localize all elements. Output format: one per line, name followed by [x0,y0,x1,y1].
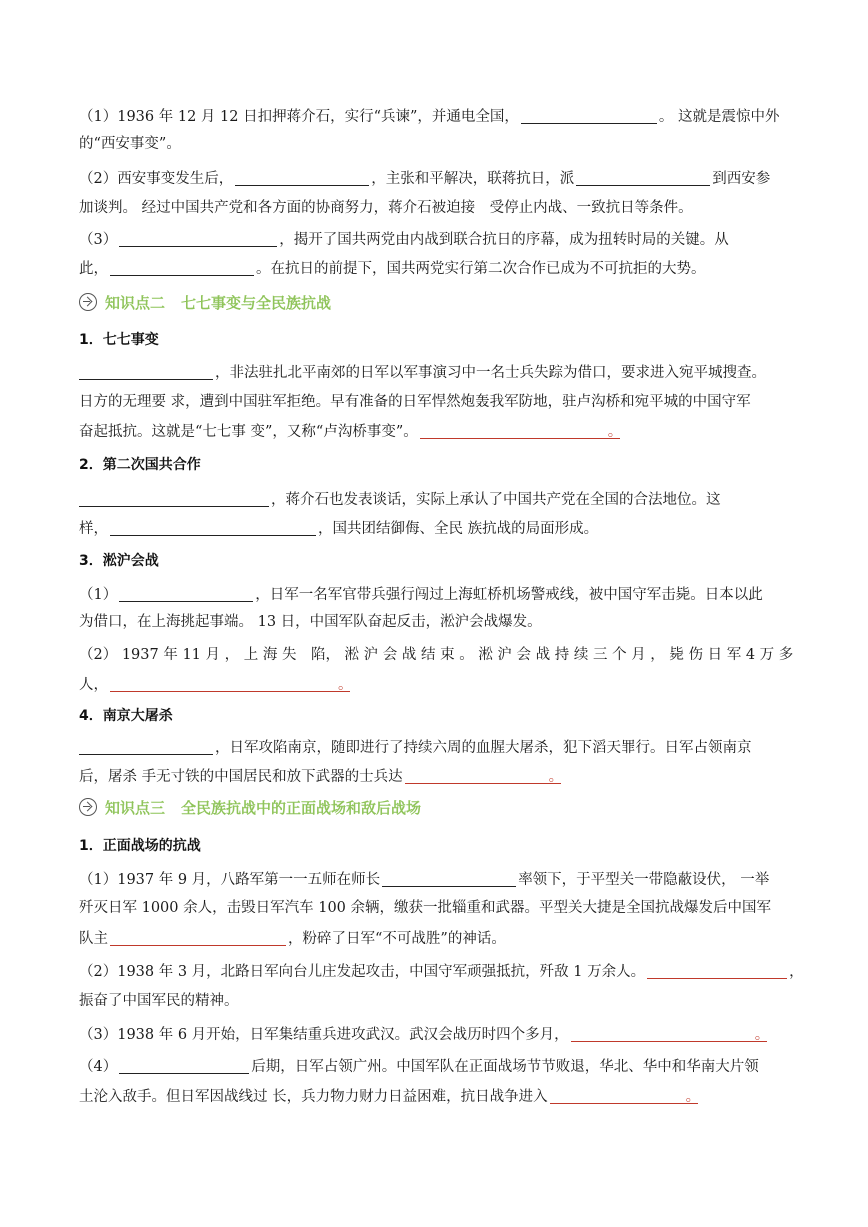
blank-field[interactable] [382,872,516,887]
paragraph-line: 样， ，国共团结御侮、全民 族抗战的局面形成。 [79,521,599,537]
blank-field[interactable] [235,171,369,186]
paragraph-line: （1） ，日军一名军官带兵强行闯过上海虹桥机场警戒线，被中国守军击毙。日本以此 [79,587,763,603]
paragraph-line: 加谈判。 经过中国共产党和各方面的协商努力，蒋介石被迫接 受停止内战、一致抗日等条件。 [79,200,693,216]
blank-field[interactable] [110,677,350,692]
blank-field[interactable] [119,587,253,602]
blank-field[interactable] [571,1027,767,1042]
paragraph-line: ，蒋介石也发表谈话，实际上承认了中国共产党在全国的合法地位。这 [79,489,790,510]
subsection-title: 3．淞沪会战 [79,553,159,569]
blank-field[interactable] [110,521,316,536]
subsection-title: 1．七七事变 [79,332,159,348]
paragraph-line: 日方的无理要 求，遭到中国驻军拒绝。早有准备的日军悍然炮轰我军防地，驻卢沟桥和宛平城的中国守军 [79,394,751,410]
paragraph-line: （3） ，揭开了国共两党由内战到联合抗日的序幕，成为扭转时局的关键。从 [79,232,729,248]
knowledge-point-heading: 知识点二 七七事变与全民族抗战 [79,291,331,315]
paragraph-line: 歼灭日军 1000 余人，击毁日军汽车 100 余辆，缴获一批辎重和武器。平型关大捷是全国抗战爆发后中国军 [79,900,772,916]
blank-field[interactable] [110,261,254,276]
blank-field[interactable] [420,424,620,439]
paragraph-line: （1）1937 年 9 月，八路军第一一五师在师长 率领下，于平型关一带隐蔽设伏， 一举 [79,872,770,888]
subsection-title: 4．南京大屠杀 [79,708,173,724]
paragraph-line: 后，屠杀 手无寸铁的中国居民和放下武器的士兵达 。 [79,769,564,785]
subsection-title: 1．正面战场的抗战 [79,838,201,854]
subsection-title: 2．第二次国共合作 [79,457,201,473]
blank-field[interactable] [550,1089,698,1104]
blank-field[interactable] [119,1059,249,1074]
blank-field[interactable] [647,964,787,979]
paragraph-line: （2）西安事变发生后， ，主张和平解决，联蒋抗日，派 到西安参 [79,171,771,187]
arrow-circle-icon [79,798,97,816]
knowledge-point-heading: 知识点三 全民族抗战中的正面战场和敌后战场 [79,796,421,820]
paragraph-line: （1）1936 年 12 月 12 日扣押蒋介石，实行“兵谏”，并通电全国， 。 这就是震惊中外 [79,109,780,125]
blank-field[interactable] [405,769,561,784]
paragraph-line: 队主 ，粉碎了日军“不可战胜”的神话。 [79,931,506,947]
paragraph-line: 此， 。在抗日的前提下，国共两党实行第二次合作已成为不可抗拒的大势。 [79,261,706,277]
blank-field[interactable] [110,931,286,946]
blank-field[interactable] [79,365,213,380]
paragraph-line: （3）1938 年 6 月开始，日军集结重兵进攻武汉。武汉会战历时四个多月， 。 [79,1027,770,1043]
paragraph-line: 振奋了中国军民的精神。 [79,993,239,1009]
paragraph-line: 土沦入敌手。但日军因战线过 长，兵力物力财力日益困难，抗日战争进入 。 [79,1089,701,1105]
paragraph-line: 为借口，在上海挑起事端。 13 日，中国军队奋起反击，淞沪会战爆发。 [79,614,542,630]
paragraph-line: 人， 。 [79,677,353,693]
blank-field[interactable] [576,171,710,186]
blank-field[interactable] [119,232,277,247]
paragraph-line: （2）1938 年 3 月，北路日军向台儿庄发起攻击，中国守军顽强抵抗，歼敌 1 万余人。 ， [79,964,804,980]
paragraph-line: （2） 1937 年 11 月 ， 上 海 失 陷， 淞 沪 会 战 结 束 。 淞 沪 会 战 持 续 三 个 月 ， 毙 伤 日 军 4 万 多 [79,647,794,663]
paragraph-line: （4） 后期，日军占领广州。中国军队在正面战场节节败退，华北、华中和华南大片领 [79,1059,759,1075]
paragraph-line: ，非法驻扎北平南郊的日军以军事演习中一名士兵失踪为借口，要求进入宛平城搜查。 [79,362,790,383]
arrow-circle-icon [79,293,97,311]
paragraph-line: 的“西安事变”。 [79,136,181,152]
blank-field[interactable] [79,740,213,755]
paragraph-line: 奋起抵抗。这就是“七七事 变”，又称“卢沟桥事变”。 。 [79,424,623,440]
paragraph-line: ，日军攻陷南京，随即进行了持续六周的血腥大屠杀，犯下滔天罪行。日军占领南京 [79,737,790,758]
blank-field[interactable] [521,109,657,124]
blank-field[interactable] [79,492,269,507]
